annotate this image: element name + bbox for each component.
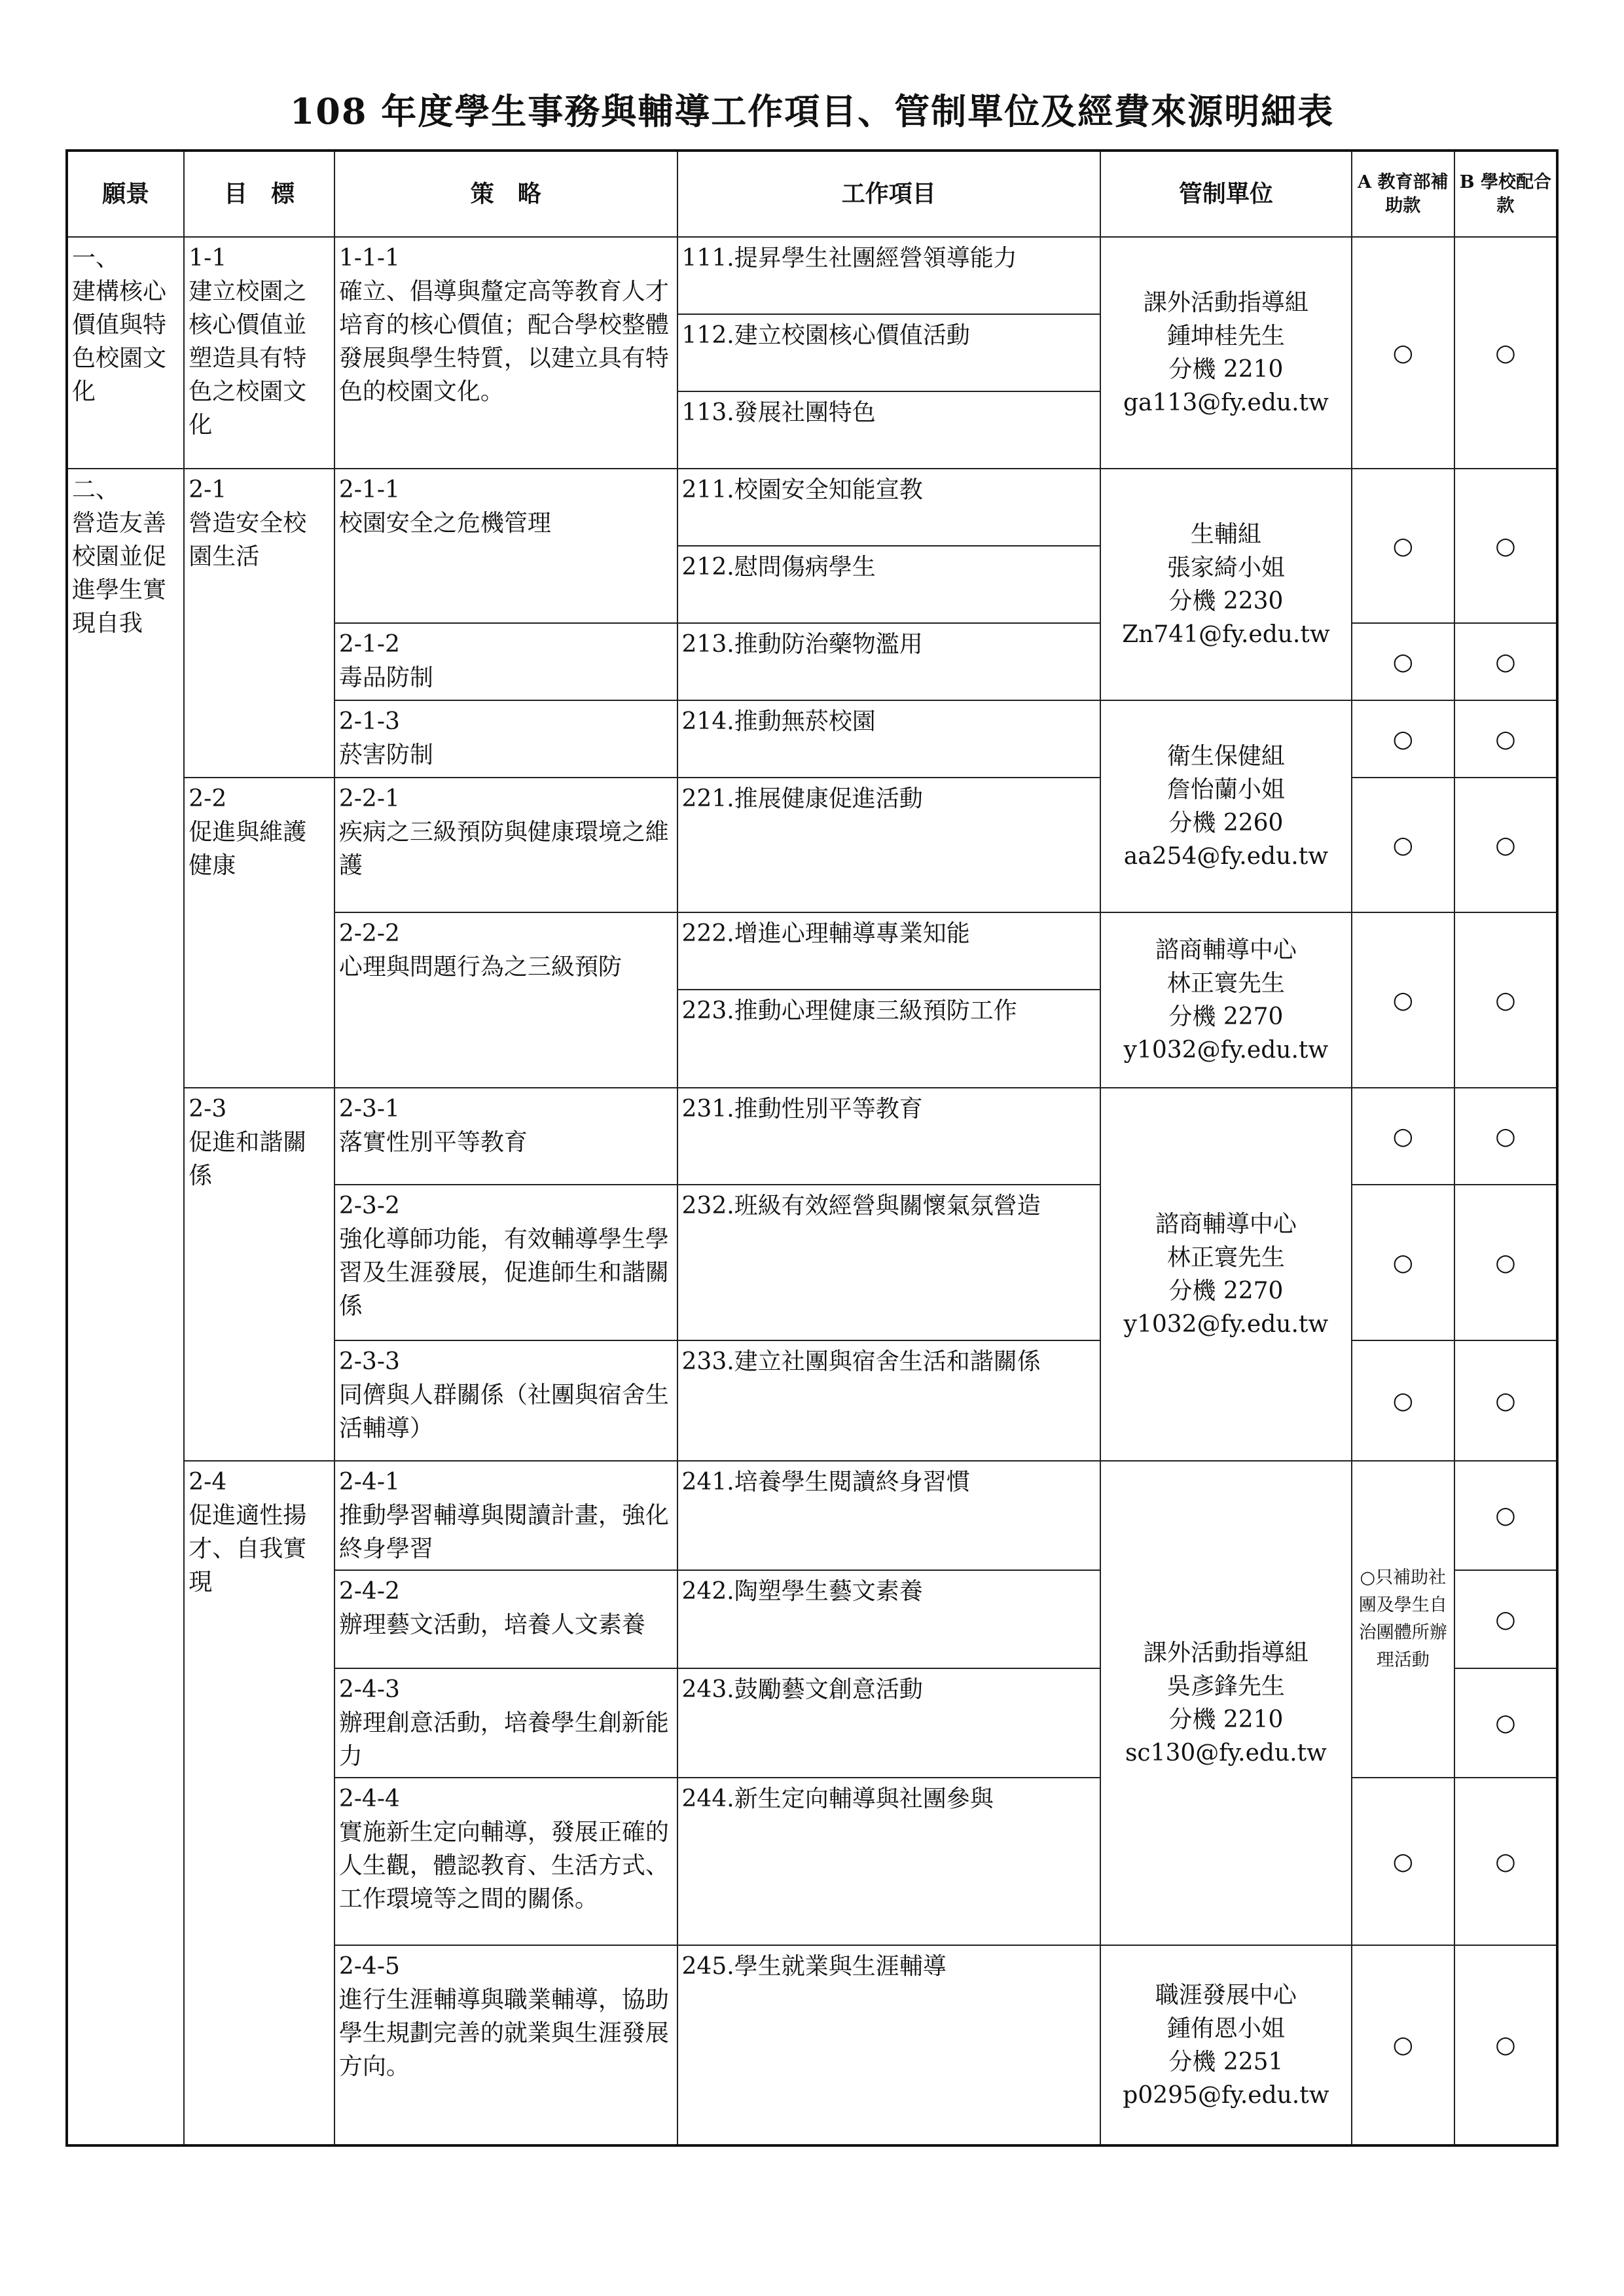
b-fund-mark: ○ [1454,237,1557,469]
strategy-name: 進行生涯輔導與職業輔導，協助學生規劃完善的就業與生涯發展方向。 [338,1986,669,2080]
strategy-code: 2-4-5 [338,1953,400,1980]
unit-health [1100,700,1352,912]
goal-1-1 [184,237,334,469]
strategy-code: 2-3-3 [338,1348,400,1375]
vision-1 [67,237,184,469]
unit-email: aa254@fy.edu.tw [1123,843,1329,870]
unit-ext: 分機 2251 [1168,2048,1284,2075]
a-fund-mark: ○ [1352,1945,1454,2145]
goal-code: 2-2 [189,785,227,812]
item-244: 244.新生定向輔導與社團參與 [677,1778,1101,1945]
unit-dept: 衛生保健組 [1166,743,1285,770]
goal-name: 建立校園之核心價值並塑造具有特色之校園文化 [189,278,307,439]
unit-person: 鍾坤桂先生 [1166,323,1285,350]
b-fund-mark: ○ [1454,1945,1557,2145]
a-fund-mark: ○ [1352,778,1454,912]
b-fund-mark: ○ [1454,778,1557,912]
item-221: 221.推展健康促進活動 [677,778,1101,912]
item-232: 232.班級有效經營與關懷氣氛營造 [677,1185,1101,1340]
strategy-code: 2-3-1 [338,1096,400,1122]
header-item: 工作項目 [677,151,1101,237]
goal-2-2 [184,778,334,1088]
strategy-code: 2-1-1 [338,476,400,503]
strategy-code: 2-4-3 [338,1676,400,1703]
strategy-2-2-2 [334,912,677,1088]
unit-ext: 分機 2210 [1168,1706,1284,1733]
item-214: 214.推動無菸校園 [677,700,1101,778]
header-row [67,151,1557,237]
strategy-2-4-2 [334,1570,677,1668]
a-fund-mark: ○ [1352,623,1454,700]
vision-name: 營造友善校園並促進學生實現自我 [72,510,167,637]
item-223: 223.推動心理健康三級預防工作 [677,990,1101,1088]
unit-dept: 生輔組 [1190,521,1261,548]
strategy-name: 辦理創意活動，培養學生創新能力 [338,1710,669,1770]
b-fund-mark: ○ [1454,1088,1557,1185]
goal-2-3 [184,1088,334,1461]
b-fund-mark: ○ [1454,623,1557,700]
a-fund-mark: ○ [1352,237,1454,469]
strategy-code: 2-1-3 [338,708,400,735]
unit-dept: 諮商輔導中心 [1155,1211,1297,1238]
unit-email: ga113@fy.edu.tw [1123,389,1329,416]
b-fund-mark: ○ [1454,1461,1557,1570]
item-243: 243.鼓勵藝文創意活動 [677,1668,1101,1778]
unit-person: 詹怡蘭小姐 [1166,776,1285,803]
unit-counseling-1 [1100,912,1352,1088]
strategy-code: 2-1-2 [338,631,400,658]
strategy-2-1-1 [334,469,677,623]
a-fund-mark: ○ [1352,1778,1454,1945]
strategy-name: 心理與問題行為之三級預防 [338,954,622,980]
a-fund-mark: ○ [1352,1088,1454,1185]
strategy-name: 推動學習輔導與閱讀計畫，強化終身學習 [338,1502,669,1562]
item-222: 222.增進心理輔導專業知能 [677,912,1101,990]
b-fund-mark: ○ [1454,1340,1557,1461]
item-233: 233.建立社團與宿舍生活和諧關係 [677,1340,1101,1461]
b-fund-mark: ○ [1454,912,1557,1088]
table-row [67,469,1557,546]
strategy-name: 毒品防制 [338,664,433,691]
unit-activity-1 [1100,237,1352,469]
unit-ext: 分機 2230 [1168,588,1284,615]
a-fund-mark: ○ [1352,1340,1454,1461]
item-113: 113.發展社團特色 [677,391,1101,469]
table-row [67,237,1557,314]
strategy-2-3-1 [334,1088,677,1185]
strategy-name: 菸害防制 [338,742,433,768]
plan-table [65,149,1559,2147]
header-a-fund: A 教育部補助款 [1352,151,1454,237]
header-goal: 目 標 [184,151,334,237]
strategy-name: 疾病之三級預防與健康環境之維護 [338,819,669,879]
b-fund-mark: ○ [1454,469,1557,623]
goal-name: 促進和諧關係 [189,1129,307,1189]
goal-name: 促進與維護健康 [189,819,307,879]
strategy-name: 實施新生定向輔導，發展正確的人生觀，體認教育、生活方式、工作環境等之間的關係。 [338,1819,669,1912]
unit-ext: 分機 2270 [1168,1278,1284,1304]
strategy-code: 2-4-1 [338,1469,400,1496]
strategy-2-4-4 [334,1778,677,1945]
unit-student-life [1100,469,1352,700]
strategy-2-4-3 [334,1668,677,1778]
header-b-fund: B 學校配合款 [1454,151,1557,237]
unit-dept: 職涯發展中心 [1155,1981,1297,2009]
unit-counseling-2 [1100,1088,1352,1461]
strategy-name: 同儕與人群關係（社團與宿舍生活輔導） [338,1382,669,1442]
goal-name: 營造安全校園生活 [189,510,307,570]
header-vision: 願景 [67,151,184,237]
strategy-name: 落實性別平等教育 [338,1129,528,1156]
table-row [67,1461,1557,1570]
strategy-code: 1-1-1 [338,245,400,272]
item-212: 212.慰問傷病學生 [677,546,1101,623]
strategy-name: 辦理藝文活動，培養人文素養 [338,1611,645,1638]
a-fund-mark: ○ [1352,1185,1454,1340]
a-fund-note: ○只補助社團及學生自治團體所辦理活動 [1352,1461,1454,1778]
item-211: 211.校園安全知能宣教 [677,469,1101,546]
strategy-code: 2-2-2 [338,920,400,947]
unit-ext: 分機 2270 [1168,1003,1284,1030]
strategy-2-3-3 [334,1340,677,1461]
strategy-code: 2-3-2 [338,1193,400,1219]
table-row [67,1088,1557,1185]
strategy-1-1-1 [334,237,677,469]
strategy-name: 確立、倡導與釐定高等教育人才培育的核心價值；配合學校整體發展與學生特質，以建立具有特色的校園文化。 [338,278,669,405]
goal-2-4 [184,1461,334,2145]
b-fund-mark: ○ [1454,1185,1557,1340]
goal-2-1 [184,469,334,778]
unit-ext: 分機 2260 [1168,810,1284,836]
goal-code: 2-1 [189,476,227,503]
a-fund-mark: ○ [1352,912,1454,1088]
item-111: 111.提昇學生社團經營領導能力 [677,237,1101,314]
strategy-code: 2-2-1 [338,785,400,812]
goal-code: 1-1 [189,245,227,272]
vision-code: 二、 [72,476,120,503]
b-fund-mark: ○ [1454,1570,1557,1668]
a-fund-mark: ○ [1352,469,1454,623]
unit-ext: 分機 2210 [1168,356,1284,383]
document-title: 108 年度學生事務與輔導工作項目、管制單位及經費來源明細表 [289,90,1335,132]
unit-dept: 課外活動指導組 [1143,1640,1308,1666]
unit-email: y1032@fy.edu.tw [1123,1037,1329,1064]
header-strategy: 策 略 [334,151,677,237]
unit-email: sc130@fy.edu.tw [1125,1740,1327,1767]
goal-code: 2-4 [189,1469,227,1496]
strategy-2-1-2 [334,623,677,700]
item-231: 231.推動性別平等教育 [677,1088,1101,1185]
strategy-2-1-3 [334,700,677,778]
header-unit: 管制單位 [1100,151,1352,237]
unit-dept: 諮商輔導中心 [1155,937,1297,963]
unit-person: 林正寰先生 [1166,970,1285,997]
goal-name: 促進適性揚才、自我實現 [189,1502,307,1596]
b-fund-mark: ○ [1454,700,1557,778]
unit-person: 鍾侑恩小姐 [1166,2015,1285,2042]
vision-code: 一、 [72,245,120,272]
strategy-2-4-1 [334,1461,677,1570]
strategy-code: 2-4-2 [338,1578,400,1605]
item-242: 242.陶塑學生藝文素養 [677,1570,1101,1668]
unit-email: Zn741@fy.edu.tw [1122,621,1330,648]
item-112: 112.建立校園核心價值活動 [677,314,1101,391]
strategy-2-4-5 [334,1945,677,2145]
strategy-2-2-1 [334,778,677,912]
vision-2 [67,469,184,2145]
item-245: 245.學生就業與生涯輔導 [677,1945,1101,2145]
b-fund-mark: ○ [1454,1778,1557,1945]
unit-activity-2 [1100,1461,1352,1945]
goal-code: 2-3 [189,1096,227,1122]
unit-person: 張家綺小姐 [1166,554,1285,581]
item-213: 213.推動防治藥物濫用 [677,623,1101,700]
vision-name: 建構核心價值與特色校園文化 [72,278,167,405]
strategy-code: 2-4-4 [338,1785,400,1812]
unit-person: 吳彥鋒先生 [1166,1673,1285,1700]
unit-person: 林正寰先生 [1166,1244,1285,1271]
a-fund-mark: ○ [1352,700,1454,778]
strategy-name: 強化導師功能，有效輔導學生學習及生涯發展，促進師生和諧關係 [338,1226,669,1319]
unit-email: p0295@fy.edu.tw [1123,2081,1329,2109]
unit-career [1100,1945,1352,2145]
item-241: 241.培養學生閱讀終身習慣 [677,1461,1101,1570]
strategy-2-3-2 [334,1185,677,1340]
strategy-name: 校園安全之危機管理 [338,510,551,537]
unit-email: y1032@fy.edu.tw [1123,1311,1329,1338]
unit-dept: 課外活動指導組 [1143,289,1308,316]
b-fund-mark: ○ [1454,1668,1557,1778]
